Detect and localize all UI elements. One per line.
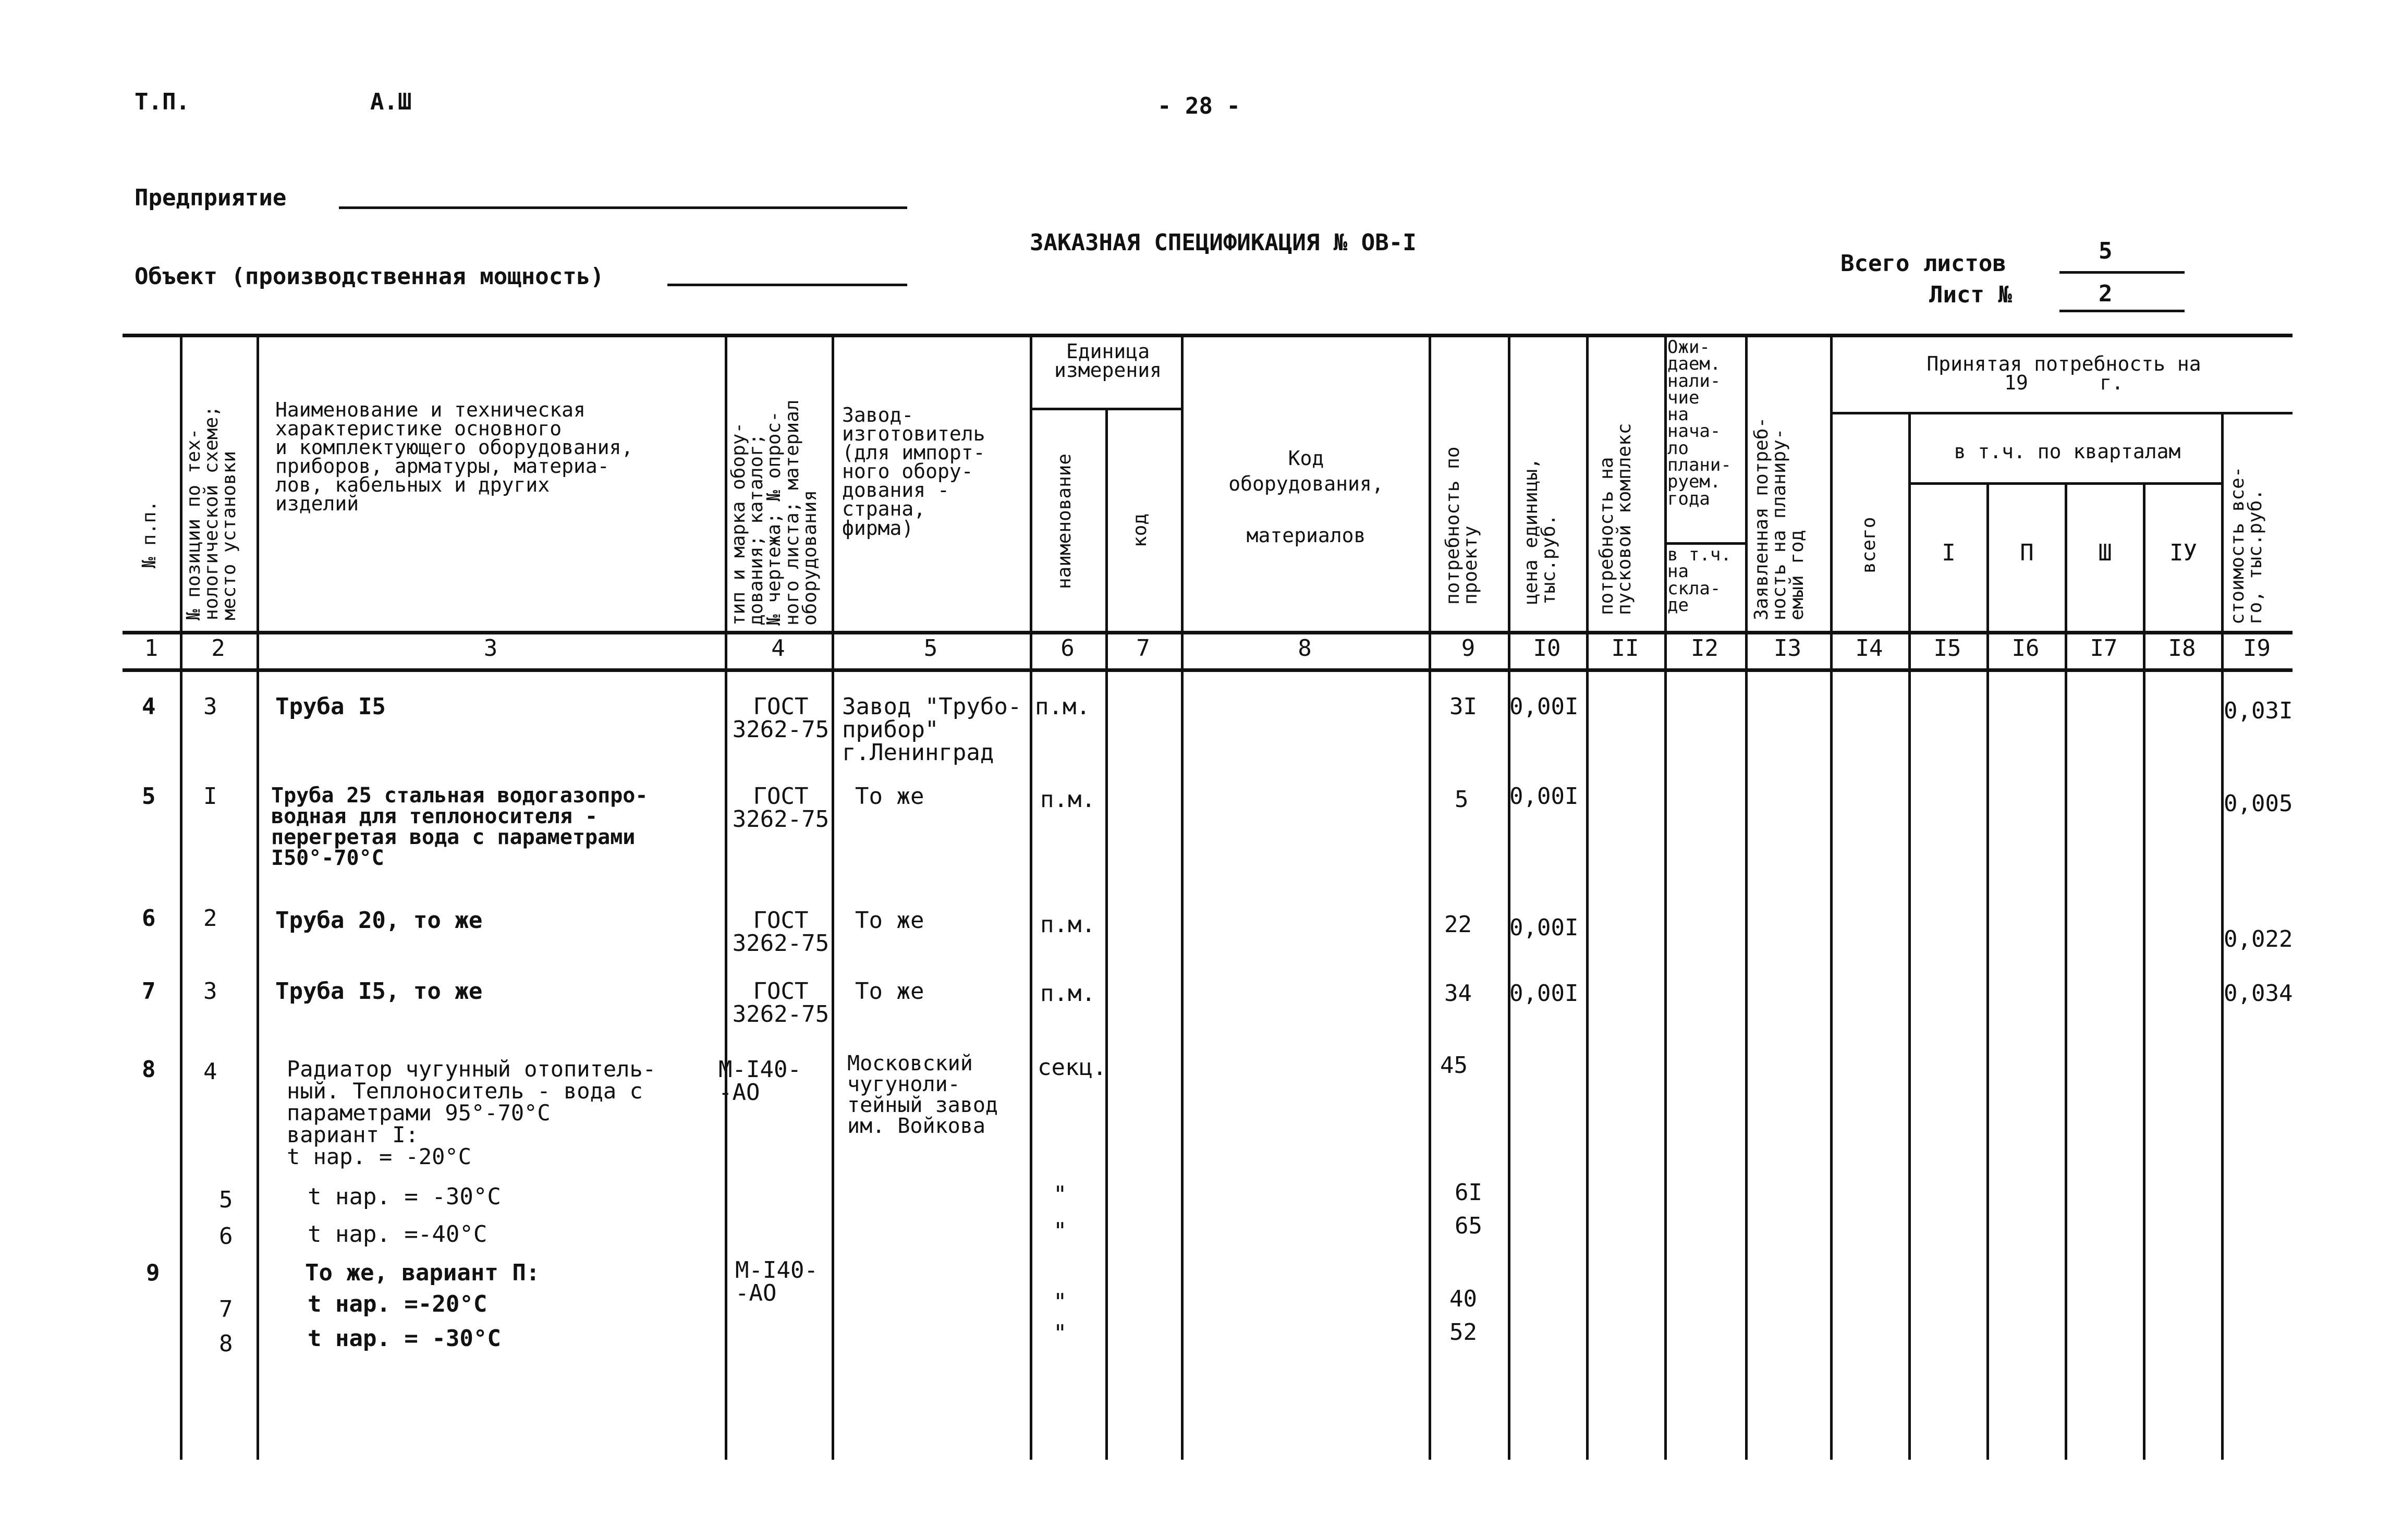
- album-code: А.Ш: [370, 89, 412, 115]
- row1-price: 0,00I: [1509, 693, 1579, 720]
- col4-header: тип и марка обору- дования; каталог; № чертежа; № опрос- ного листа; материал оборудования: [728, 399, 821, 626]
- col-divider-8: [1429, 334, 1431, 1460]
- col12-header-bottom: в т.ч. на скла- де: [1667, 544, 1732, 616]
- row8-type: М-I40- -АО: [735, 1257, 818, 1306]
- enterprise-underline: [339, 206, 907, 209]
- colnum-16: I6: [2011, 635, 2040, 662]
- col-divider-9: [1508, 334, 1510, 1460]
- colnum-14: I4: [1855, 635, 1883, 662]
- row5-unit: секц.: [1038, 1054, 1107, 1081]
- row3-price: 0,00I: [1509, 914, 1579, 941]
- col2-header: № позиции по тех- нологической схеме; место установки: [183, 406, 240, 620]
- col13-header: Заявленная потреб- ность на планиру- емый год: [1751, 417, 1808, 620]
- col15-header: I: [1942, 540, 1956, 566]
- col-divider-13: [1830, 334, 1833, 1460]
- row2-type: ГОСТ 3262-75: [732, 783, 830, 833]
- col-divider-12: [1745, 334, 1748, 1460]
- row2-maker: То же: [855, 783, 924, 810]
- row4-position: 3: [203, 978, 217, 1005]
- row9-need: 40: [1449, 1286, 1477, 1312]
- row10-unit: ": [1053, 1320, 1067, 1347]
- row9-position: 7: [219, 1296, 233, 1323]
- total-sheets-value: 5: [2099, 238, 2113, 264]
- row6-unit: ": [1053, 1181, 1067, 1208]
- row5-type: М-I40- -АО: [718, 1056, 801, 1106]
- colnum-15: I5: [1933, 635, 1961, 662]
- row3-need: 22: [1444, 911, 1472, 938]
- row3-unit: п.м.: [1040, 911, 1095, 938]
- row5-name: Радиатор чугунный отопитель- ный. Теплоноситель - вода с параметрами 95°-70°С вариант I: t нар. = -20°С: [287, 1056, 656, 1169]
- row4-name: Труба I5, то же: [275, 978, 483, 1005]
- row3-number: 6: [142, 905, 156, 932]
- col17-header: Ш: [2098, 540, 2112, 566]
- numbers-bottom-border: [123, 668, 2293, 672]
- row1-name: Труба I5: [275, 693, 386, 720]
- colnum-8: 8: [1298, 635, 1312, 662]
- enterprise-label: Предприятие: [135, 185, 287, 211]
- row5-maker: Московский чугуноли- тейный завод им. Войкова: [847, 1052, 998, 1138]
- col7-header: код: [1129, 513, 1151, 547]
- row6-name: t нар. = -30°С: [308, 1183, 501, 1210]
- col-divider-3: [725, 334, 727, 1460]
- total-sheets-underline: [2059, 271, 2185, 274]
- colnum-7: 7: [1136, 635, 1150, 662]
- colnum-11: II: [1611, 635, 1639, 662]
- object-label: Объект (производственная мощность): [135, 263, 604, 290]
- row8-number: 9: [146, 1260, 160, 1286]
- sheet-underline: [2059, 310, 2185, 312]
- col14-header: всего: [1858, 517, 1880, 573]
- col18-header: IУ: [2169, 540, 2197, 566]
- row4-unit: п.м.: [1040, 980, 1095, 1007]
- row6-position: 5: [219, 1187, 233, 1213]
- row1-maker: Завод "Трубо- прибор" г.Ленинград: [842, 693, 1022, 766]
- row9-name: t нар. =-20°С: [308, 1291, 487, 1317]
- colnum-1: 1: [144, 635, 158, 662]
- colnum-2: 2: [211, 635, 225, 662]
- row7-need: 65: [1455, 1213, 1482, 1239]
- col-divider-14: [1908, 412, 1911, 1460]
- row1-position: 3: [203, 693, 217, 720]
- accepted-group-header: Принятая потребность на 19 г.: [1927, 352, 2201, 395]
- row8-name: То же, вариант П:: [305, 1260, 540, 1286]
- row7-position: 6: [219, 1223, 233, 1250]
- col-divider-17: [2143, 482, 2145, 1460]
- colnum-19: I9: [2243, 635, 2271, 662]
- col-divider-15: [1986, 482, 1989, 1460]
- col-divider-6: [1105, 408, 1108, 1460]
- colnum-5: 5: [923, 635, 938, 662]
- sheet-label: Лист №: [1929, 282, 2012, 308]
- row1-cost: 0,03I: [2224, 698, 2293, 724]
- row3-name: Труба 20, то же: [275, 907, 483, 934]
- colnum-12: I2: [1691, 635, 1718, 662]
- col-divider-11: [1664, 334, 1667, 1460]
- col-divider-10: [1586, 334, 1589, 1460]
- row3-maker: То же: [855, 907, 924, 934]
- page-number: - 28 -: [1157, 93, 1240, 119]
- row6-need: 6I: [1455, 1179, 1482, 1206]
- row2-position: I: [203, 783, 217, 810]
- col3-header: Наименование и техническая характеристике основного и комплектующего оборудования, приборов, арматуры, материа- лов, кабельных и других изделий: [275, 398, 633, 516]
- row1-need: 3I: [1449, 693, 1477, 720]
- table-top-border: [123, 334, 2293, 337]
- col16-header: П: [2020, 540, 2034, 566]
- row4-price: 0,00I: [1509, 980, 1579, 1007]
- row2-number: 5: [142, 783, 156, 810]
- row10-name: t нар. = -30°С: [308, 1325, 501, 1352]
- col-divider-5: [1030, 334, 1032, 1460]
- unit-group-header: Единица измерения: [1054, 340, 1162, 382]
- col12-header-top: Ожи- даем. нали- чие на нача- ло плани- руем. года: [1667, 337, 1732, 509]
- colnum-6: 6: [1060, 635, 1075, 662]
- row3-type: ГОСТ 3262-75: [732, 907, 830, 957]
- object-underline: [667, 284, 907, 286]
- col-divider-16: [2065, 482, 2067, 1460]
- col10-header: цена единицы, тыс.руб.: [1520, 458, 1560, 605]
- row2-cost: 0,005: [2224, 790, 2293, 817]
- row5-need: 45: [1440, 1052, 1468, 1079]
- row1-number: 4: [142, 693, 156, 720]
- colnum-13: I3: [1774, 635, 1801, 662]
- colnum-9: 9: [1461, 635, 1476, 662]
- col1-header: № п.п.: [139, 500, 160, 568]
- col6-header: наименование: [1054, 453, 1075, 589]
- row5-number: 8: [142, 1056, 156, 1083]
- total-sheets-label: Всего листов: [1840, 250, 2006, 277]
- row2-price: 0,00I: [1509, 783, 1579, 810]
- row4-number: 7: [142, 978, 156, 1005]
- row3-position: 2: [203, 905, 217, 932]
- row3-cost: 0,022: [2224, 926, 2293, 952]
- col19-header: стоимость все- го, тыс.руб.: [2227, 466, 2266, 625]
- row2-need: 5: [1455, 786, 1469, 813]
- col11-header: потребность на пусковой комплекс: [1596, 423, 1636, 615]
- row7-unit: ": [1053, 1218, 1067, 1244]
- row7-name: t нар. =-40°С: [308, 1221, 487, 1248]
- col-divider-4: [832, 334, 834, 1460]
- row4-cost: 0,034: [2224, 980, 2293, 1007]
- col8-header: Код оборудования, материалов: [1228, 447, 1384, 547]
- colnum-3: 3: [483, 635, 498, 662]
- colnum-18: I8: [2168, 635, 2196, 662]
- quarters-group-header: в т.ч. по кварталам: [1954, 440, 2181, 463]
- col9-header: потребность по проекту: [1442, 446, 1482, 605]
- row4-type: ГОСТ 3262-75: [732, 978, 830, 1028]
- row1-unit: п.м.: [1035, 693, 1090, 720]
- row10-need: 52: [1449, 1319, 1477, 1346]
- row2-unit: п.м.: [1040, 786, 1095, 813]
- colnum-4: 4: [771, 635, 785, 662]
- row10-position: 8: [219, 1330, 233, 1357]
- colnum-17: I7: [2090, 635, 2118, 662]
- col-divider-1: [180, 334, 182, 1460]
- row4-need: 34: [1444, 980, 1472, 1007]
- header-bottom-border: [123, 631, 2293, 634]
- row5-position: 4: [203, 1058, 217, 1085]
- row9-unit: ": [1053, 1289, 1067, 1315]
- sheet-value: 2: [2099, 280, 2113, 307]
- row4-maker: То же: [855, 978, 924, 1005]
- row2-name: Труба 25 стальная водогазопро- водная для теплоносителя - перегретая вода с параметрами I50°-70°С: [271, 784, 648, 870]
- colnum-10: I0: [1533, 635, 1561, 662]
- col-divider-2: [257, 334, 259, 1460]
- spec-title: ЗАКАЗНАЯ СПЕЦИФИКАЦИЯ № ОВ-I: [1030, 229, 1417, 256]
- document-code: Т.П.: [135, 89, 190, 115]
- row1-type: ГОСТ 3262-75: [732, 693, 830, 743]
- col5-header: Завод- изготовитель (для импорт- ного обору- дования - страна, фирма): [842, 404, 985, 540]
